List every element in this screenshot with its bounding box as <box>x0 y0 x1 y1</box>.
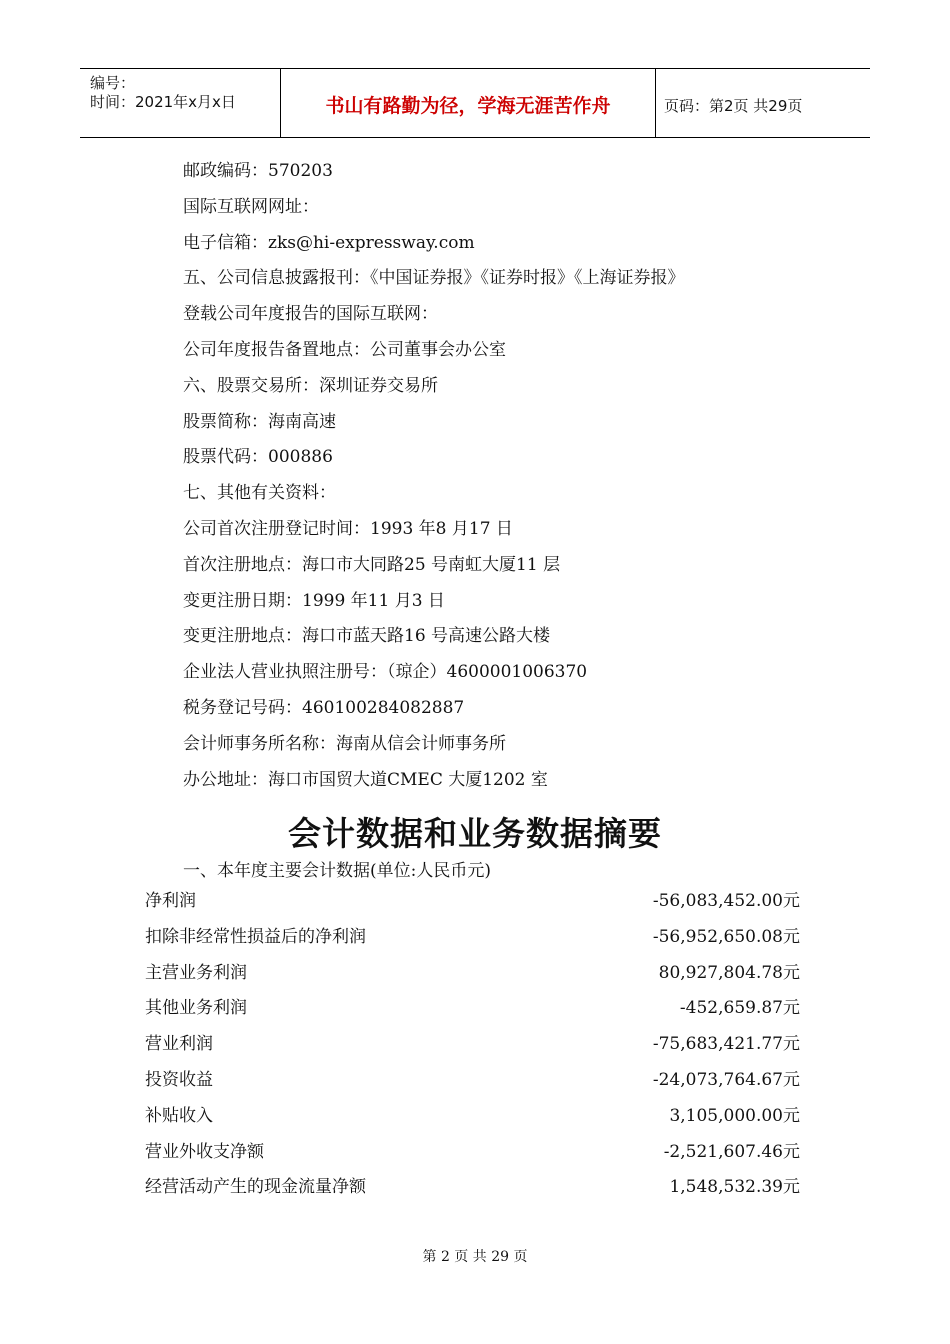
table-row <box>145 1139 800 1175</box>
table-row <box>145 1067 800 1103</box>
row-label: 营业外收支净额 <box>145 1141 264 1162</box>
row-value: 1,548,532.39元 <box>669 1177 800 1198</box>
row-value: -452,659.87元 <box>679 998 800 1019</box>
info-line: 五、公司信息披露报刊：《中国证券报》《证券时报》《上海证券报》 <box>183 268 685 289</box>
info-line: 企业法人营业执照注册号：（琼企）4600001006370 <box>183 662 588 683</box>
section-subtitle: 一、本年度主要会计数据(单位:人民币元) <box>183 861 491 881</box>
info-line: 六、股票交易所：深圳证券交易所 <box>183 375 438 396</box>
info-line: 公司首次注册登记时间：1993 年8 月17 日 <box>183 518 513 539</box>
table-row <box>145 1103 800 1139</box>
page-footer: 第 2 页 共 29 页 <box>422 1249 528 1265</box>
info-line: 邮政编码：570203 <box>183 161 333 181</box>
header-page-cell <box>655 69 870 137</box>
table-row <box>145 960 800 996</box>
document-date: 时间：2021年x月x日 <box>90 93 236 111</box>
row-label: 投资收益 <box>145 1069 213 1090</box>
info-line: 税务登记号码：460100284082887 <box>183 697 465 718</box>
row-value: -56,083,452.00元 <box>652 891 800 911</box>
info-line: 股票简称：海南高速 <box>183 411 336 432</box>
row-value: -56,952,650.08元 <box>652 926 800 947</box>
page-header <box>80 68 870 138</box>
table-row <box>145 995 800 1031</box>
row-label: 扣除非经常性损益后的净利润 <box>145 926 366 947</box>
info-line: 电子信箱：zks@hi-expressway.com <box>183 232 475 253</box>
info-line: 股票代码：000886 <box>183 447 333 468</box>
row-label: 主营业务利润 <box>145 962 247 983</box>
row-value: -75,683,421.77元 <box>652 1034 800 1055</box>
header-page-number: 页码：第2页 共29页 <box>664 97 803 115</box>
table-row <box>145 1174 800 1210</box>
row-label: 净利润 <box>145 891 196 911</box>
header-meta-cell <box>80 69 280 137</box>
info-line: 国际互联网网址： <box>183 196 319 217</box>
row-value: -24,073,764.67元 <box>652 1069 800 1090</box>
row-label: 其他业务利润 <box>145 998 247 1019</box>
info-line: 公司年度报告备置地点：公司董事会办公室 <box>183 339 506 360</box>
row-value: -2,521,607.46元 <box>663 1141 800 1162</box>
row-label: 补贴收入 <box>145 1105 213 1126</box>
info-line: 变更注册日期：1999 年11 月3 日 <box>183 590 445 611</box>
info-line: 会计师事务所名称：海南从信会计师事务所 <box>183 733 506 754</box>
table-row <box>145 924 800 960</box>
section-title: 会计数据和业务数据摘要 <box>288 814 662 853</box>
header-motto: 书山有路勤为径，学海无涯苦作舟 <box>325 95 611 117</box>
financial-data-table <box>145 888 800 1210</box>
document-number: 编号： <box>90 74 136 92</box>
row-value: 3,105,000.00元 <box>669 1105 800 1126</box>
info-line: 首次注册地点：海口市大同路25 号南虹大厦11 层 <box>183 554 561 575</box>
row-label: 经营活动产生的现金流量净额 <box>145 1177 366 1198</box>
info-line: 办公地址：海口市国贸大道CMEC 大厦1202 室 <box>183 769 548 790</box>
info-line: 变更注册地点：海口市蓝天路16 号高速公路大楼 <box>183 626 551 647</box>
info-line: 七、其他有关资料： <box>183 483 336 504</box>
table-row <box>145 888 800 924</box>
table-row <box>145 1031 800 1067</box>
header-motto-cell <box>280 69 656 137</box>
info-line: 登载公司年度报告的国际互联网： <box>183 304 438 325</box>
row-value: 80,927,804.78元 <box>658 962 800 983</box>
company-info-list <box>183 158 685 802</box>
row-label: 营业利润 <box>145 1034 213 1055</box>
